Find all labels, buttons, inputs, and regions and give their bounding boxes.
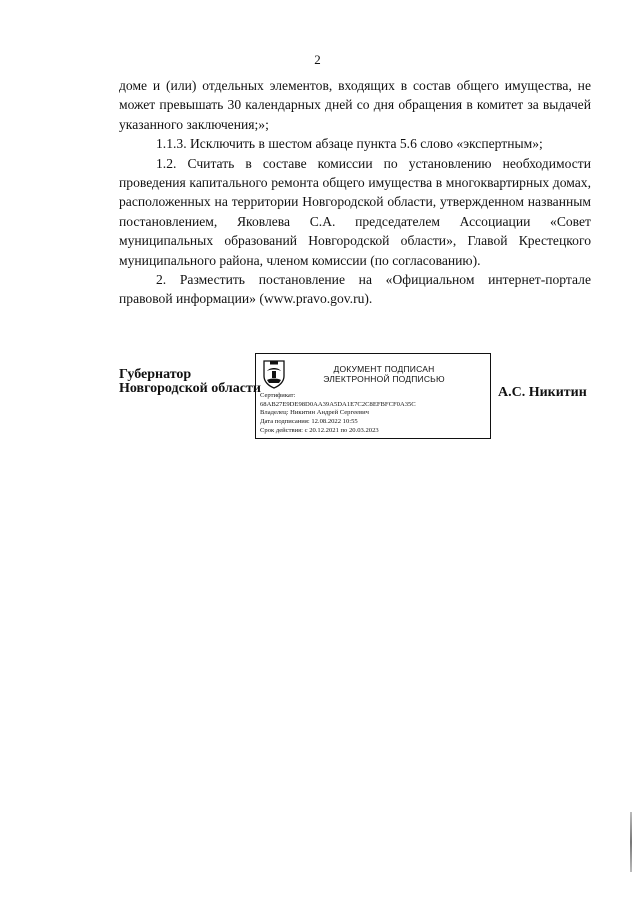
stamp-title-line2: ЭЛЕКТРОННОЙ ПОДПИСЬЮ xyxy=(323,374,445,384)
electronic-signature-stamp xyxy=(255,353,491,439)
scan-edge-mark xyxy=(630,812,632,872)
signatory-position-line2: Новгородской области xyxy=(119,381,261,396)
stamp-serial-value: 68AB27E9DE98D0AA39A5DA1E7C2C8EFBFCF0A35C xyxy=(260,400,416,408)
document-body xyxy=(119,76,591,309)
paragraph-2: 2. Разместить постановление на «Официальном интернет-портале правовой информации» (www.pravo.gov.ru). xyxy=(119,272,591,307)
signatory-position xyxy=(119,368,261,396)
paragraph-1-2: 1.2. Считать в составе комиссии по установлению необходимости проведения капитального ремонта общего имущества в многоквартирных домах, расположенных на территории Новгородской области, утвержденном названным постановлением, Яковлева С.А. председателем Ассоциации «Совет муниципальных образований Новгородской области», Главой Крестецкого муниципального района, членом комиссии (по согласованию). xyxy=(119,155,591,268)
stamp-owner: Владелец: Никитин Андрей Сергеевич xyxy=(260,409,369,417)
stamp-details xyxy=(260,392,488,436)
stamp-signed-date: Дата подписания: 12.08.2022 10:55 xyxy=(260,418,358,426)
page-number: 2 xyxy=(314,52,321,67)
paragraph-continuation: доме и (или) отдельных элементов, входящих в состав общего имущества, не может превышать 30 календарных дней со дня обращения в комитет за выдачей указанного заключения;»; xyxy=(119,78,591,132)
stamp-validity: Срок действия: с 20.12.2021 по 20.03.2023 xyxy=(260,426,379,434)
stamp-serial-label: Сертификат: xyxy=(260,392,296,399)
stamp-title-line1: ДОКУМЕНТ ПОДПИСАН xyxy=(333,364,435,374)
stamp-title xyxy=(256,364,492,384)
paragraph-1-1-3: 1.1.3. Исключить в шестом абзаце пункта 5.6 слово «экспертным»; xyxy=(156,136,543,152)
signatory-position-line1: Губернатор xyxy=(119,367,192,382)
signatory-name: А.С. Никитин xyxy=(498,385,587,400)
